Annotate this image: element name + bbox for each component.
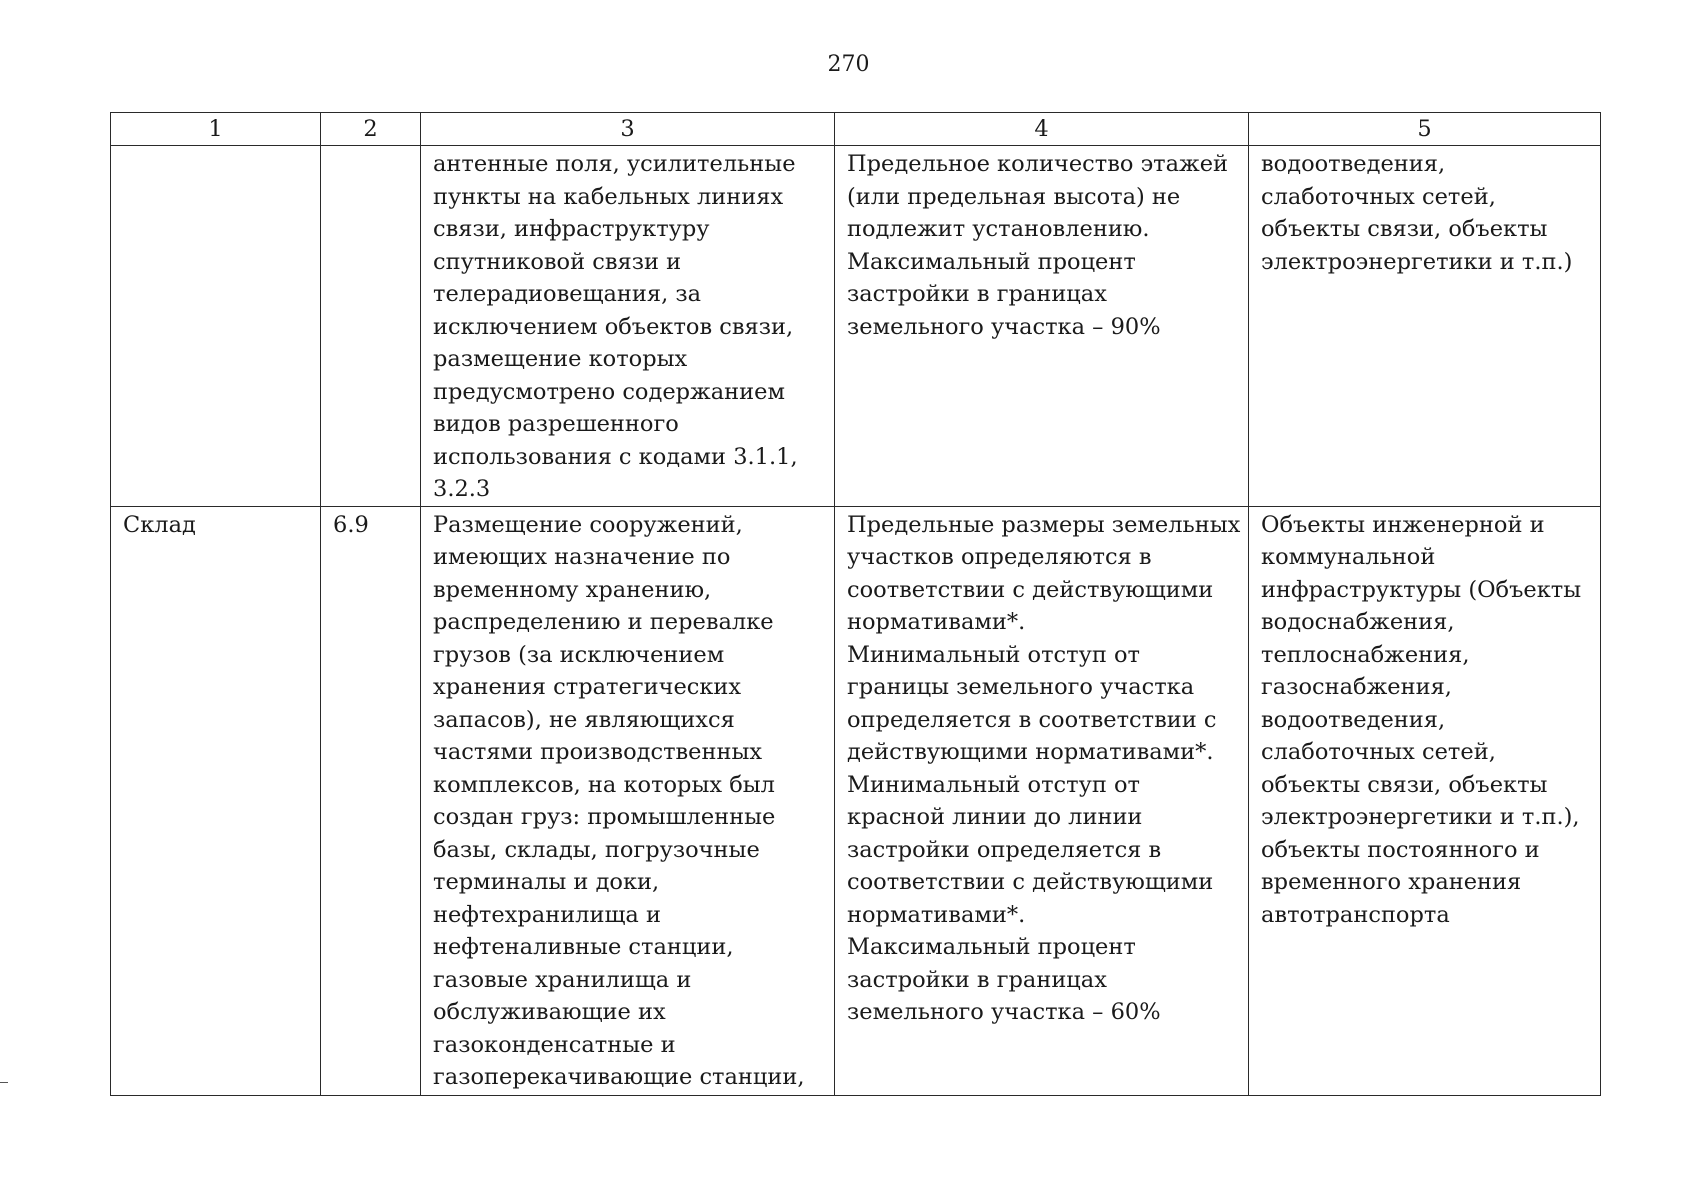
text-line: застройки определяется в [847,836,1162,863]
text-line: связи, инфраструктуру [433,216,710,242]
auxiliary-uses-cell [1249,146,1601,507]
land-use-table [110,112,1601,1096]
use-name-cell: Склад [111,506,321,1095]
text-line: Объекты инженерной и [1261,511,1545,538]
text-line: слаботочных сетей, [1261,183,1496,210]
text-line: земельного участка – 90% [847,313,1161,340]
text-line: коммунальной [1261,544,1436,570]
text-line: размещение которых [433,346,688,372]
text-line: земельного участка – 60% [847,999,1161,1025]
text-line: соответствии с действующими [847,576,1214,603]
header-col-1: 1 [111,113,321,146]
text-line: границы земельного участка [847,674,1195,700]
text-line: слаботочных сетей, [1261,739,1496,765]
text-line: 3.2.3 [433,476,491,502]
text-line: создан груз: промышленные [433,804,776,830]
text-line: застройки в границах [847,281,1107,307]
text-line: Максимальный процент [847,248,1136,275]
header-col-5: 5 [1249,113,1601,146]
use-code-cell [321,146,421,507]
text-line: соответствии с действующими [847,869,1214,895]
use-name-cell [111,146,321,507]
parameters-cell [835,506,1249,1095]
text-line: имеющих назначение по [433,544,731,570]
text-line: электроэнергетики и т.п.), [1261,804,1580,830]
text-line: грузов (за исключением [433,641,725,668]
header-col-4: 4 [835,113,1249,146]
text-line: распределению и перевалке [433,609,774,635]
text-line: обслуживающие их [433,999,666,1025]
scan-edge-mark [0,1082,8,1083]
text-line: комплексов, на которых был [433,771,775,798]
text-line: газоперекачивающие станции, [433,1064,805,1090]
text-line: объекты постоянного и [1261,836,1540,863]
text-line: красной линии до линии [847,804,1143,830]
text-line: запасов), не являющихся [433,706,735,733]
text-line: видов разрешенного [433,411,679,437]
text-line: антенные поля, усилительные [433,151,796,177]
text-line: телерадиовещания, за [433,281,702,307]
text-line: теплоснабжения, [1261,641,1470,668]
header-col-3: 3 [421,113,835,146]
parameters-cell [835,146,1249,507]
text-line: определяется в соответствии с [847,706,1217,733]
page-number: 270 [827,52,870,77]
text-line: объекты связи, объекты [1261,771,1548,798]
text-line: базы, склады, погрузочные [433,836,760,863]
table-row [111,506,1601,1095]
text-line: водоотведения, [1261,706,1446,733]
text-line: нормативами*. [847,609,1026,635]
text-line: нефтехранилища и [433,901,661,928]
text-line: Максимальный процент [847,934,1136,960]
text-line: Размещение сооружений, [433,511,743,538]
text-line: Минимальный отступ от [847,771,1140,798]
text-line: терминалы и доки, [433,869,660,895]
text-line: временного хранения [1261,869,1522,895]
use-description-cell [421,146,835,507]
text-line: объекты связи, объекты [1261,216,1548,242]
text-line: газоконденсатные и [433,1031,676,1058]
text-line: Предельные размеры земельных [847,511,1241,538]
table-row [111,146,1601,507]
use-description-cell [421,506,835,1095]
text-line: спутниковой связи и [433,248,682,275]
text-line: электроэнергетики и т.п.) [1261,248,1573,275]
text-line: исключением объектов связи, [433,313,794,340]
text-line: частями производственных [433,739,763,765]
text-line: предусмотрено содержанием [433,378,785,405]
header-col-2: 2 [321,113,421,146]
text-line: действующими нормативами*. [847,739,1214,765]
text-line: нормативами*. [847,901,1026,928]
text-line: водоснабжения, [1261,609,1455,635]
text-line: пункты на кабельных линиях [433,183,784,210]
use-code-cell: 6.9 [321,506,421,1095]
text-line: застройки в границах [847,966,1107,993]
text-line: использования с кодами 3.1.1, [433,443,798,470]
table-header-row [111,113,1601,146]
text-line: хранения стратегических [433,674,742,700]
text-line: автотранспорта [1261,901,1450,928]
auxiliary-uses-cell [1249,506,1601,1095]
text-line: Минимальный отступ от [847,641,1140,668]
text-line: Предельное количество этажей [847,151,1229,177]
text-line: инфраструктуры (Объекты [1261,576,1582,603]
text-line: газовые хранилища и [433,966,692,993]
text-line: участков определяются в [847,544,1152,570]
text-line: (или предельная высота) не [847,183,1181,210]
text-line: нефтеналивные станции, [433,934,734,960]
text-line: временному хранению, [433,576,712,603]
text-line: газоснабжения, [1261,674,1452,700]
text-line: водоотведения, [1261,151,1446,177]
text-line: подлежит установлению. [847,216,1150,242]
